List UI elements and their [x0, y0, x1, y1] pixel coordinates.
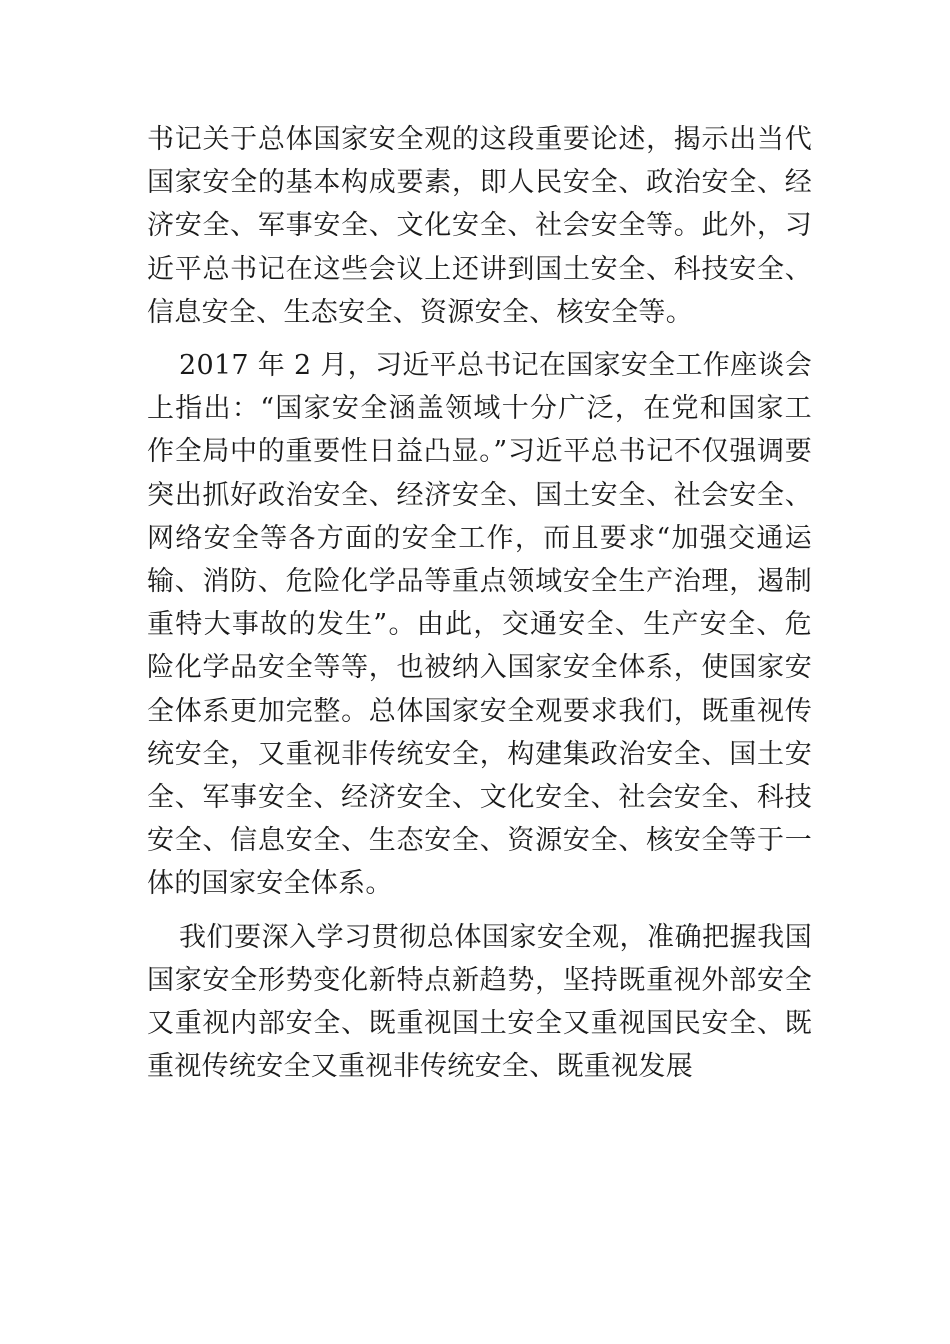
paragraph-3: 我们要深入学习贯彻总体国家安全观，准确把握我国国家安全形势变化新特点新趋势，坚持既重视外部安全又重视内部安全、既重视国土安全又重视国民安全、既重视传统安全又重视非传统安全、既重视发展: [147, 921, 812, 1083]
document-body: [147, 118, 812, 1088]
paragraph-2: 2017 年 2 月，习近平总书记在国家安全工作座谈会上指出：“国家安全涵盖领域十分广泛，在党和国家工作全局中的重要性日益凸显。”习近平总书记不仅强调要突出抓好政治安全、经济安全、国土安全、社会安全、网络安全等各方面的安全工作，而且要求“加强交通运输、消防、危险化学品等重点领域安全生产治理，遏制重特大事故的发生”。由此，交通安全、生产安全、危险化学品安全等等，也被纳入国家安全体系，使国家安全体系更加完整。总体国家安全观要求我们，既重视传统安全，又重视非传统安全，构建集政治安全、国土安全、军事安全、经济安全、文化安全、社会安全、科技安全、信息安全、生态安全、资源安全、核安全等于一体的国家安全体系。: [147, 350, 812, 900]
paragraph-1: 书记关于总体国家安全观的这段重要论述，揭示出当代国家安全的基本构成要素，即人民安全、政治安全、经济安全、军事安全、文化安全、社会安全等。此外，习近平总书记在这些会议上还讲到国土安全、科技安全、信息安全、生态安全、资源安全、核安全等。: [147, 124, 812, 328]
